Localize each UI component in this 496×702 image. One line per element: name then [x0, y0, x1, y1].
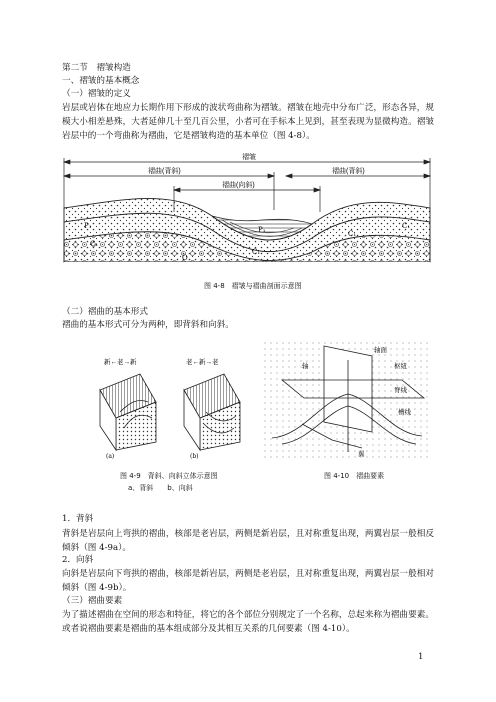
page-number: 1 — [418, 652, 424, 662]
figure-4-9 — [94, 350, 254, 460]
rock-label: C₁ — [348, 230, 357, 238]
rock-label: C₁ — [90, 240, 99, 248]
heading-basic-forms: （二）褶曲的基本形式 — [62, 307, 148, 317]
figure-4-10-label: 轴面 — [374, 347, 387, 354]
heading-basic-concept: 一、褶皱的基本概念 — [62, 76, 140, 86]
figure-4-10-label: 轴 — [302, 363, 309, 370]
figure-4-10-label: 脊线 — [394, 387, 407, 394]
figure-4-8-label-syncline: 褶曲(向斜) — [222, 182, 255, 189]
figure-4-9-label-a: 新←老→新 — [104, 359, 137, 366]
heading-syncline: 2．向斜 — [62, 555, 94, 565]
figure-4-10-label: 槽线 — [398, 409, 411, 416]
figure-4-8-label-anticline-right: 褶曲(背斜) — [332, 168, 365, 175]
fold-elements-text: 为了描述褶曲在空间的形态和特征，将它的各个部位分别规定了一个名称，总起来称为褶曲要素。或者说褶曲要素是褶曲的基本组成部分及其相互关系的几何要素（图 4-10）。 — [62, 610, 434, 634]
syncline-text: 向斜是岩层向下弯拱的褶曲，核部是新岩层，两侧是老岩层，且对称重复出现，两翼岩层一般相对倾斜（图 4-9b）。 — [62, 569, 434, 593]
anticline-text: 背斜是岩层向上弯拱的褶曲，核部是老岩层，两侧是新岩层，且对称重复出现，两翼岩层一般相反倾斜（图 4-9a）。 — [62, 529, 434, 553]
section-title: 第二节 褶皱构造 — [62, 63, 131, 73]
rock-label: P₁ — [258, 226, 266, 234]
basic-forms-text: 褶曲的基本形式可分为两种，即背斜和向斜。 — [62, 320, 234, 330]
heading-definition: （一）褶皱的定义 — [62, 89, 131, 99]
figure-4-10-caption: 图 4-10 褶曲要素 — [324, 472, 385, 480]
heading-anticline: 1．背斜 — [62, 514, 94, 524]
rock-label: C₁ — [402, 222, 411, 230]
figure-4-9-caption: 图 4-9 背斜、向斜立体示意图 — [120, 472, 218, 480]
figure-4-10-label: 枢纽 — [394, 363, 407, 370]
rock-label: O — [182, 254, 188, 262]
figure-4-10 — [262, 340, 432, 460]
heading-fold-elements: （三）褶曲要素 — [62, 596, 123, 606]
figure-4-8 — [62, 150, 434, 280]
rock-label: C₁ — [252, 248, 261, 256]
definition-paragraph: 岩层或岩体在地应力长期作用下形成的波状弯曲称为褶皱。褶皱在地壳中分布广泛，形态各异，规模大小相差悬殊，大者延伸几十至几百公里，小者可在手标本上见到，甚至表现为显微构造。褶皱岩层中的一个弯曲称为褶曲，它是褶皱构造的基本单位（图 4-8）。 — [62, 103, 434, 141]
figure-4-9-subcaption: a、背斜 b、向斜 — [128, 484, 193, 492]
figure-4-8-label-anticline-left: 褶曲(背斜) — [148, 168, 181, 175]
figure-4-9-sub-a: (a) — [106, 453, 115, 460]
figure-4-10-label: 翼 — [358, 451, 365, 458]
figure-4-8-label-fold: 褶皱 — [242, 154, 256, 161]
figure-4-9-sub-b: (b) — [190, 453, 199, 460]
figure-4-9-label-b: 老←新→老 — [186, 359, 219, 366]
rock-label: P₁ — [84, 222, 92, 230]
figure-4-8-caption: 图 4-8 褶皱与褶曲剖面示意图 — [204, 282, 302, 290]
